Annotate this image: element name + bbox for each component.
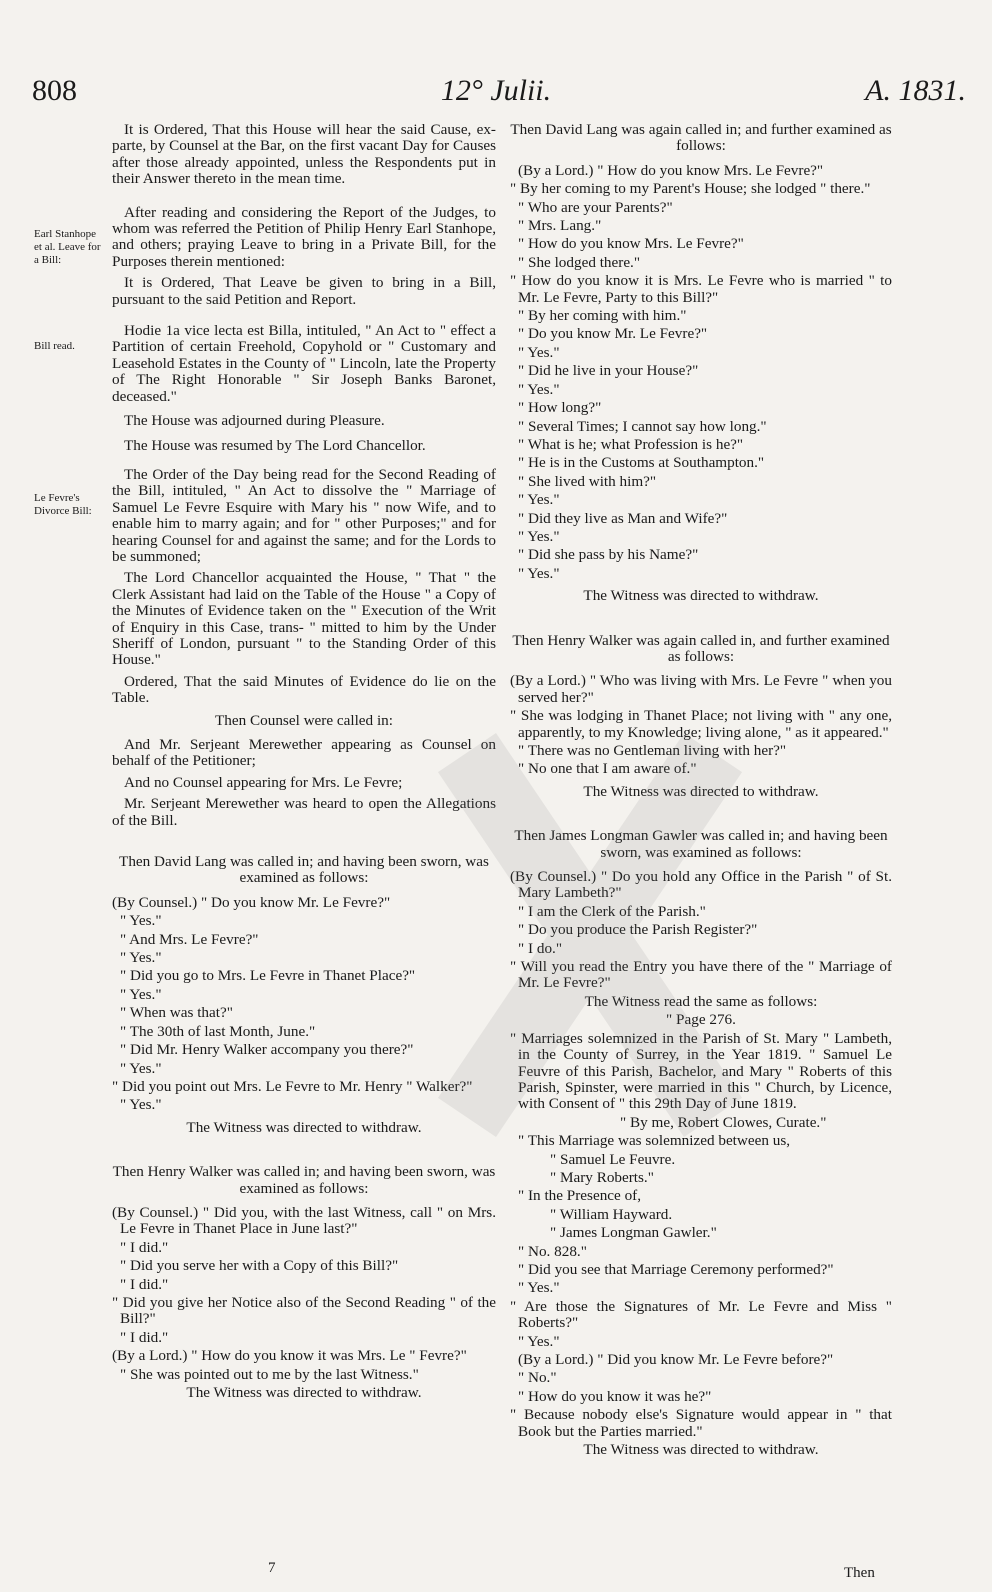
- answer: " I am the Clerk of the Parish.": [518, 902, 706, 920]
- answer: " Several Times; I cannot say how long.": [518, 417, 767, 435]
- register-line: " This Marriage was solemnized between us,: [518, 1132, 791, 1150]
- register-line: " In the Presence of,: [518, 1187, 642, 1205]
- answer: " Yes.": [518, 527, 560, 545]
- register-signature: " By me, Robert Clowes, Curate.": [620, 1113, 827, 1131]
- paragraph: After reading and considering the Report of the Judges, to whom was referred the Petition of Philip Henry Earl Stanhope, and others; praying Leave to bring in a Private Bill, for the Purposes therein mentioned:: [112, 203, 496, 270]
- paragraph: The Lord Chancellor acquainted the House, " That " the Clerk Assistant had laid on the Table of the House " a Copy of the Minutes of Evidence taken on the " Execution of the Writ of Enquiry in this Case, trans- " mitted to him by the Under Sheriff of London, pursuant " to the Standing Order of this House.": [112, 569, 496, 669]
- question: (By Counsel.) " Did you, with the last Witness, call " on Mrs. Le Fevre in Thanet Place in June last?": [112, 1203, 496, 1238]
- question: " Will you read the Entry you have there of the " Marriage of Mr. Le Fevre?": [510, 958, 892, 992]
- margin-note-le-fevre: Le Fevre's Divorce Bill:: [34, 492, 92, 517]
- witness-intro: Then David Lang was called in; and having been sworn, was examined as follows:: [119, 853, 489, 887]
- answer: " Yes.": [120, 949, 162, 967]
- paragraph: The Order of the Day being read for the Second Reading of the Bill, intituled, " An Act to dissolve the " Marriage of Samuel Le Fevre Esquire with Mary his " now Wife, and to enable him to marry again; and for " other Purposes;" and for hearing Counsel for and against the same; and for the Lords to be summoned;: [112, 465, 496, 565]
- paragraph: Mr. Serjeant Merewether was heard to open the Allegations of the Bill.: [112, 795, 496, 829]
- register-entry: " Marriages solemnized in the Parish of St. Mary " Lambeth, in the County of Surrey, in the Year 1819. " Samuel Le Feuvre of this Parish, Bachelor, and Mary " Roberts of this Parish, Spinster, were married in this " Church, by Licence, with Consent of " this 29th Day of June 1819.: [510, 1029, 892, 1113]
- right-column: [510, 122, 892, 1466]
- answer: " I did.": [120, 1328, 169, 1346]
- question: " Are those the Signatures of Mr. Le Fevre and Miss " Roberts?": [510, 1297, 892, 1332]
- register-line: " James Longman Gawler.": [550, 1224, 717, 1242]
- heading: Then Counsel were called in:: [215, 711, 393, 729]
- register-page: " Page 276.: [666, 1011, 736, 1029]
- margin-note-stanhope: Earl Stanhope et al. Leave for a Bill:: [34, 228, 101, 266]
- register-line: " Mary Roberts.": [550, 1168, 654, 1186]
- paragraph: The House was resumed by The Lord Chancellor.: [124, 436, 426, 454]
- paragraph: And Mr. Serjeant Merewether appearing as Counsel on behalf of the Petitioner;: [112, 736, 496, 770]
- answer: " She was pointed out to me by the last Witness.": [120, 1365, 419, 1383]
- question: (By a Lord.) " How do you know it was Mrs. Le " Fevre?": [112, 1347, 467, 1365]
- paragraph: It is Ordered, That this House will hear the said Cause, ex-parte, by Counsel at the Bar, on the first vacant Day for Causes after those already appointed, unless the Respondents put in their Answer thereto in the mean time.: [112, 121, 496, 188]
- answer: " Mrs. Lang.": [518, 217, 602, 235]
- withdraw-note: The Witness was directed to withdraw.: [186, 1384, 422, 1401]
- paragraph: It is Ordered, That Leave be given to bring in a Bill, pursuant to the said Petition and Report.: [112, 274, 496, 308]
- answer: " He is in the Customs at Southampton.": [518, 454, 765, 472]
- witness-intro: Then David Lang was again called in; and further examined as follows:: [510, 121, 892, 155]
- question: " Did they live as Man and Wife?": [518, 509, 728, 527]
- question: (By Counsel.) " Do you know Mr. Le Fevre?": [112, 893, 391, 911]
- question: " How do you know Mrs. Le Fevre?": [518, 235, 744, 253]
- paragraph: Hodie 1a vice lecta est Billa, intituled, " An Act to " effect a Partition of certain Freehold, Copyhold or " Customary and Leasehold Estates in the County of " Lincoln, late the Property of The Right Honorable " Sir Joseph Banks Baronet, deceased.": [112, 322, 496, 405]
- answer: " Yes.": [120, 985, 162, 1003]
- question: (By a Lord.) " Did you know Mr. Le Fevre before?": [518, 1351, 834, 1368]
- answer: " She was lodging in Thanet Place; not living with " any one, apparently, to my Knowledge; living alone, " as it appeared.": [510, 707, 892, 741]
- question: (By a Lord.) " How do you know Mrs. Le Fevre?": [518, 161, 824, 179]
- answer: " Yes.": [518, 380, 560, 398]
- question: " Did you go to Mrs. Le Fevre in Thanet Place?": [120, 967, 416, 985]
- answer: " She lodged there.": [518, 253, 641, 271]
- left-column: [112, 122, 496, 1409]
- answer: " I did.": [120, 1275, 169, 1293]
- signature-mark: 7: [268, 1560, 276, 1576]
- answer: " Yes.": [518, 491, 560, 509]
- answer: " No.": [518, 1369, 557, 1387]
- register-line: " Samuel Le Feuvre.: [550, 1150, 676, 1168]
- catchword: Then: [844, 1565, 875, 1581]
- page-number: 808: [32, 74, 77, 107]
- register-line: " No. 828.": [518, 1242, 587, 1260]
- answer: " Yes.": [120, 1059, 162, 1077]
- question: " Do you produce the Parish Register?": [518, 921, 758, 939]
- question: " Do you know Mr. Le Fevre?": [518, 325, 708, 343]
- witness-intro: Then Henry Walker was called in; and having been sworn, was examined as follows:: [112, 1163, 496, 1197]
- witness-intro: Then Henry Walker was again called in, and further examined as follows:: [512, 631, 890, 665]
- question: " And Mrs. Le Fevre?": [120, 930, 259, 948]
- answer: " By her coming with him.": [518, 307, 687, 325]
- page-header: [0, 74, 992, 114]
- answer: " I do.": [518, 939, 563, 957]
- reading-intro: The Witness read the same as follows:: [584, 992, 818, 1010]
- question: " Did he live in your House?": [518, 362, 699, 380]
- margin-note-bill-read: Bill read.: [34, 340, 75, 352]
- question: " Did Mr. Henry Walker accompany you there?": [120, 1041, 414, 1059]
- answer: " Yes.": [518, 1332, 560, 1350]
- question: (By a Lord.) " Who was living with Mrs. Le Fevre " when you served her?": [510, 672, 892, 706]
- answer: " Because nobody else's Signature would appear in " that Book but the Parties married.": [510, 1406, 892, 1440]
- question: " Did she pass by his Name?": [518, 546, 699, 564]
- question: " How long?": [518, 399, 602, 417]
- paragraph: And no Counsel appearing for Mrs. Le Fevre;: [124, 773, 403, 791]
- question: " How do you know it is Mrs. Le Fevre who is married " to Mr. Le Fevre, Party to this Bill?": [510, 272, 892, 306]
- page-year: A. 1831.: [865, 74, 966, 107]
- question: " What is he; what Profession is he?": [518, 435, 744, 453]
- answer: " By her coming to my Parent's House; she lodged " there.": [510, 180, 871, 198]
- answer: " Yes.": [120, 912, 162, 930]
- question: " Did you see that Marriage Ceremony performed?": [518, 1260, 834, 1278]
- question: " She lived with him?": [518, 472, 657, 490]
- question: " Did you serve her with a Copy of this Bill?": [120, 1257, 399, 1275]
- withdraw-note: The Witness was directed to withdraw.: [583, 587, 819, 605]
- question: " There was no Gentleman living with her?": [518, 742, 787, 759]
- question: " Did you point out Mrs. Le Fevre to Mr. Henry " Walker?": [112, 1077, 473, 1095]
- withdraw-note: The Witness was directed to withdraw.: [583, 782, 819, 800]
- question: (By Counsel.) " Do you hold any Office in the Parish " of St. Mary Lambeth?": [510, 868, 892, 902]
- page-date: 12° Julii.: [440, 74, 552, 107]
- answer: " Yes.": [518, 343, 560, 361]
- answer: " Yes.": [120, 1096, 162, 1114]
- answer: " Yes.": [518, 564, 560, 582]
- paragraph: The House was adjourned during Pleasure.: [124, 412, 385, 430]
- answer: " The 30th of last Month, June.": [120, 1022, 316, 1040]
- withdraw-note: The Witness was directed to withdraw.: [186, 1118, 422, 1136]
- question: " When was that?": [120, 1004, 233, 1022]
- question: " Did you give her Notice also of the Second Reading " of the Bill?": [112, 1293, 496, 1328]
- answer: " I did.": [120, 1238, 169, 1256]
- withdraw-note: The Witness was directed to withdraw.: [583, 1441, 819, 1459]
- paragraph: Ordered, That the said Minutes of Evidence do lie on the Table.: [112, 672, 496, 707]
- witness-intro: Then James Longman Gawler was called in; and having been sworn, was examined as follows:: [514, 827, 888, 861]
- answer: " No one that I am aware of.": [518, 760, 697, 778]
- question: " How do you know it was he?": [518, 1387, 712, 1405]
- question: " Who are your Parents?": [518, 198, 673, 216]
- answer: " Yes.": [518, 1279, 560, 1297]
- register-line: " William Hayward.: [550, 1205, 673, 1223]
